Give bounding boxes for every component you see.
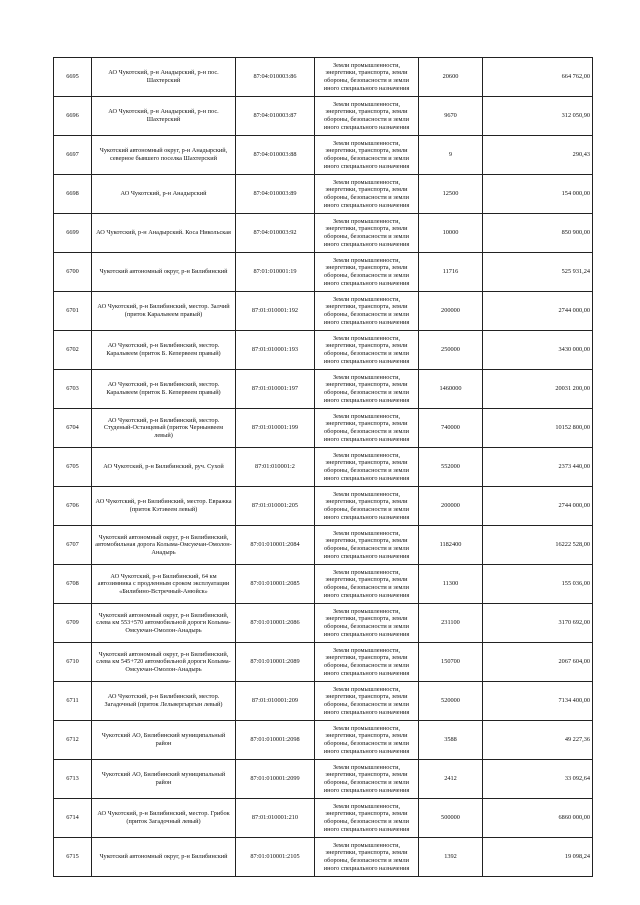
row-number-cell: 6697 <box>54 136 92 175</box>
address-cell: Чукотский АО, Билибинский муниципальный район <box>92 721 236 760</box>
address-cell: АО Чукотский, р-н Билибинский, местор. Грибок (приток Загадочный левый) <box>92 799 236 838</box>
land-category-cell: Земли промышленности, энергетики, транспорта, земли обороны, безопасности и земли иного специального назначения <box>315 487 419 526</box>
land-category-cell: Земли промышленности, энергетики, транспорта, земли обороны, безопасности и земли иного специального назначения <box>315 292 419 331</box>
table-row <box>54 58 593 97</box>
cadastral-number-cell: 87:01:010001:210 <box>236 799 315 838</box>
land-parcel-table <box>53 57 593 877</box>
cadastral-number-cell: 87:01:010001:209 <box>236 682 315 721</box>
area-cell: 11300 <box>419 565 483 604</box>
cadastral-value-cell: 850 900,00 <box>483 214 593 253</box>
area-cell: 250000 <box>419 331 483 370</box>
cadastral-number-cell: 87:04:010003:89 <box>236 175 315 214</box>
row-number-cell: 6715 <box>54 838 92 877</box>
land-category-cell: Земли промышленности, энергетики, транспорта, земли обороны, безопасности и земли иного специального назначения <box>315 253 419 292</box>
land-category-cell: Земли промышленности, энергетики, транспорта, земли обороны, безопасности и земли иного специального назначения <box>315 565 419 604</box>
table-row <box>54 136 593 175</box>
row-number-cell: 6700 <box>54 253 92 292</box>
cadastral-value-cell: 7134 400,00 <box>483 682 593 721</box>
cadastral-number-cell: 87:01:010001:2 <box>236 448 315 487</box>
area-cell: 552000 <box>419 448 483 487</box>
address-cell: АО Чукотский, р-н Билибинский, местор. Каральвеем (приток Б. Кепервеем правый) <box>92 331 236 370</box>
cadastral-value-cell: 49 227,36 <box>483 721 593 760</box>
table-row <box>54 253 593 292</box>
table-body <box>54 58 593 877</box>
land-category-cell: Земли промышленности, энергетики, транспорта, земли обороны, безопасности и земли иного специального назначения <box>315 799 419 838</box>
row-number-cell: 6696 <box>54 97 92 136</box>
address-cell: АО Чукотский, р-н Анадырский, р-н пос. Шахтерский <box>92 97 236 136</box>
cadastral-value-cell: 155 036,00 <box>483 565 593 604</box>
area-cell: 12500 <box>419 175 483 214</box>
row-number-cell: 6699 <box>54 214 92 253</box>
cadastral-value-cell: 525 931,24 <box>483 253 593 292</box>
row-number-cell: 6711 <box>54 682 92 721</box>
row-number-cell: 6703 <box>54 370 92 409</box>
cadastral-value-cell: 290,43 <box>483 136 593 175</box>
address-cell: АО Чукотский, р-н Билибинский, местор. Залчий (приток Каральвеем правый) <box>92 292 236 331</box>
land-category-cell: Земли промышленности, энергетики, транспорта, земли обороны, безопасности и земли иного специального назначения <box>315 643 419 682</box>
cadastral-number-cell: 87:01:010001:2086 <box>236 604 315 643</box>
cadastral-value-cell: 20031 200,00 <box>483 370 593 409</box>
table-row <box>54 760 593 799</box>
table-row <box>54 214 593 253</box>
row-number-cell: 6706 <box>54 487 92 526</box>
table-row <box>54 682 593 721</box>
cadastral-number-cell: 87:01:010001:2098 <box>236 721 315 760</box>
row-number-cell: 6712 <box>54 721 92 760</box>
address-cell: Чукотский АО, Билибинский муниципальный район <box>92 760 236 799</box>
cadastral-number-cell: 87:01:010001:205 <box>236 487 315 526</box>
table-row <box>54 604 593 643</box>
table-row <box>54 565 593 604</box>
area-cell: 1182400 <box>419 526 483 565</box>
land-category-cell: Земли промышленности, энергетики, транспорта, земли обороны, безопасности и земли иного специального назначения <box>315 214 419 253</box>
cadastral-value-cell: 2744 000,00 <box>483 292 593 331</box>
address-cell: АО Чукотский, р-н Анадырский. Коса Никольская <box>92 214 236 253</box>
area-cell: 520000 <box>419 682 483 721</box>
address-cell: Чукотский автономный округ, р-н Билибинский, слева км 545+720 автомобильной дороги Колыма-Омсукчан-Омолон-Анадырь <box>92 643 236 682</box>
cadastral-number-cell: 87:01:010001:2105 <box>236 838 315 877</box>
land-category-cell: Земли промышленности, энергетики, транспорта, земли обороны, безопасности и земли иного специального назначения <box>315 682 419 721</box>
cadastral-number-cell: 87:01:010001:197 <box>236 370 315 409</box>
address-cell: Чукотский автономный округ, р-н Билибинский, автомобильная дорога Колыма-Омсукчан-Омолон-Анадырь <box>92 526 236 565</box>
address-cell: АО Чукотский, р-н Билибинский, местор. Студеный-Останцевый (приток Чернынвеем левый) <box>92 409 236 448</box>
area-cell: 231100 <box>419 604 483 643</box>
area-cell: 200000 <box>419 487 483 526</box>
cadastral-number-cell: 87:01:010001:19 <box>236 253 315 292</box>
address-cell: АО Чукотский, р-н Анадырский, р-н пос. Шахтерский <box>92 58 236 97</box>
table-row <box>54 643 593 682</box>
table-row <box>54 175 593 214</box>
table-row <box>54 370 593 409</box>
cadastral-number-cell: 87:04:010003:86 <box>236 58 315 97</box>
table-row <box>54 721 593 760</box>
table-row <box>54 97 593 136</box>
cadastral-number-cell: 87:04:010003:92 <box>236 214 315 253</box>
area-cell: 10000 <box>419 214 483 253</box>
area-cell: 200000 <box>419 292 483 331</box>
area-cell: 150700 <box>419 643 483 682</box>
cadastral-number-cell: 87:01:010001:193 <box>236 331 315 370</box>
area-cell: 9 <box>419 136 483 175</box>
land-category-cell: Земли промышленности, энергетики, транспорта, земли обороны, безопасности и земли иного специального назначения <box>315 58 419 97</box>
cadastral-number-cell: 87:01:010001:2099 <box>236 760 315 799</box>
area-cell: 1460000 <box>419 370 483 409</box>
cadastral-value-cell: 154 000,00 <box>483 175 593 214</box>
row-number-cell: 6707 <box>54 526 92 565</box>
area-cell: 11716 <box>419 253 483 292</box>
cadastral-value-cell: 33 092,64 <box>483 760 593 799</box>
address-cell: АО Чукотский, р-н Билибинский, местор. Загадочный (приток Лельвергыргын левый) <box>92 682 236 721</box>
cadastral-value-cell: 16222 528,00 <box>483 526 593 565</box>
row-number-cell: 6710 <box>54 643 92 682</box>
land-category-cell: Земли промышленности, энергетики, транспорта, земли обороны, безопасности и земли иного специального назначения <box>315 838 419 877</box>
table-row <box>54 409 593 448</box>
address-cell: АО Чукотский, р-н Билибинский, местор. Каральвеем (приток Б. Кепервеем правый) <box>92 370 236 409</box>
table-row <box>54 487 593 526</box>
area-cell: 3588 <box>419 721 483 760</box>
table-row <box>54 448 593 487</box>
land-category-cell: Земли промышленности, энергетики, транспорта, земли обороны, безопасности и земли иного специального назначения <box>315 331 419 370</box>
land-category-cell: Земли промышленности, энергетики, транспорта, земли обороны, безопасности и земли иного специального назначения <box>315 760 419 799</box>
cadastral-value-cell: 2744 000,00 <box>483 487 593 526</box>
table-row <box>54 838 593 877</box>
row-number-cell: 6701 <box>54 292 92 331</box>
row-number-cell: 6695 <box>54 58 92 97</box>
row-number-cell: 6704 <box>54 409 92 448</box>
row-number-cell: 6714 <box>54 799 92 838</box>
cadastral-number-cell: 87:01:010001:2085 <box>236 565 315 604</box>
land-category-cell: Земли промышленности, энергетики, транспорта, земли обороны, безопасности и земли иного специального назначения <box>315 136 419 175</box>
cadastral-number-cell: 87:04:010003:87 <box>236 97 315 136</box>
area-cell: 2412 <box>419 760 483 799</box>
land-category-cell: Земли промышленности, энергетики, транспорта, земли обороны, безопасности и земли иного специального назначения <box>315 721 419 760</box>
cadastral-value-cell: 3430 000,00 <box>483 331 593 370</box>
row-number-cell: 6705 <box>54 448 92 487</box>
row-number-cell: 6713 <box>54 760 92 799</box>
table-row <box>54 331 593 370</box>
land-category-cell: Земли промышленности, энергетики, транспорта, земли обороны, безопасности и земли иного специального назначения <box>315 175 419 214</box>
cadastral-value-cell: 6860 000,00 <box>483 799 593 838</box>
row-number-cell: 6708 <box>54 565 92 604</box>
table-row <box>54 799 593 838</box>
row-number-cell: 6698 <box>54 175 92 214</box>
land-category-cell: Земли промышленности, энергетики, транспорта, земли обороны, безопасности и земли иного специального назначения <box>315 97 419 136</box>
cadastral-value-cell: 10152 800,00 <box>483 409 593 448</box>
address-cell: АО Чукотский, р-н Билибинский, руч. Сухой <box>92 448 236 487</box>
cadastral-value-cell: 2373 440,00 <box>483 448 593 487</box>
address-cell: АО Чукотский, р-н Билибинский, местор. Евражка (приток Кэтэвеем левый) <box>92 487 236 526</box>
address-cell: АО Чукотский, р-н Анадырский <box>92 175 236 214</box>
row-number-cell: 6709 <box>54 604 92 643</box>
area-cell: 1392 <box>419 838 483 877</box>
area-cell: 9670 <box>419 97 483 136</box>
cadastral-value-cell: 3170 692,00 <box>483 604 593 643</box>
land-category-cell: Земли промышленности, энергетики, транспорта, земли обороны, безопасности и земли иного специального назначения <box>315 370 419 409</box>
area-cell: 740000 <box>419 409 483 448</box>
table-row <box>54 292 593 331</box>
land-category-cell: Земли промышленности, энергетики, транспорта, земли обороны, безопасности и земли иного специального назначения <box>315 409 419 448</box>
row-number-cell: 6702 <box>54 331 92 370</box>
cadastral-value-cell: 312 050,90 <box>483 97 593 136</box>
cadastral-value-cell: 19 098,24 <box>483 838 593 877</box>
address-cell: Чукотский автономный округ, р-н Билибинский <box>92 253 236 292</box>
cadastral-value-cell: 2067 604,00 <box>483 643 593 682</box>
area-cell: 500000 <box>419 799 483 838</box>
table-row <box>54 526 593 565</box>
land-category-cell: Земли промышленности, энергетики, транспорта, земли обороны, безопасности и земли иного специального назначения <box>315 448 419 487</box>
land-category-cell: Земли промышленности, энергетики, транспорта, земли обороны, безопасности и земли иного специального назначения <box>315 604 419 643</box>
cadastral-number-cell: 87:01:010001:192 <box>236 292 315 331</box>
land-category-cell: Земли промышленности, энергетики, транспорта, земли обороны, безопасности и земли иного специального назначения <box>315 526 419 565</box>
address-cell: Чукотский автономный округ, р-н Билибинский, слева км 553+570 автомобильной дороги Колыма-Омсукчан-Омолон-Анадырь <box>92 604 236 643</box>
area-cell: 20600 <box>419 58 483 97</box>
cadastral-number-cell: 87:01:010001:2084 <box>236 526 315 565</box>
address-cell: Чукотский автономный округ, р-н Билибинский <box>92 838 236 877</box>
address-cell: Чукотский автономный округ, р-н Анадырский, северное бывшего поселка Шахтерский <box>92 136 236 175</box>
cadastral-number-cell: 87:01:010001:199 <box>236 409 315 448</box>
cadastral-value-cell: 664 762,00 <box>483 58 593 97</box>
cadastral-number-cell: 87:01:010001:2089 <box>236 643 315 682</box>
address-cell: АО Чукотский, р-н Билибинский, 64 км автозимника с продленным сроком эксплуатации «Билибино-Встречный-Анюйск» <box>92 565 236 604</box>
cadastral-number-cell: 87:04:010003:88 <box>236 136 315 175</box>
